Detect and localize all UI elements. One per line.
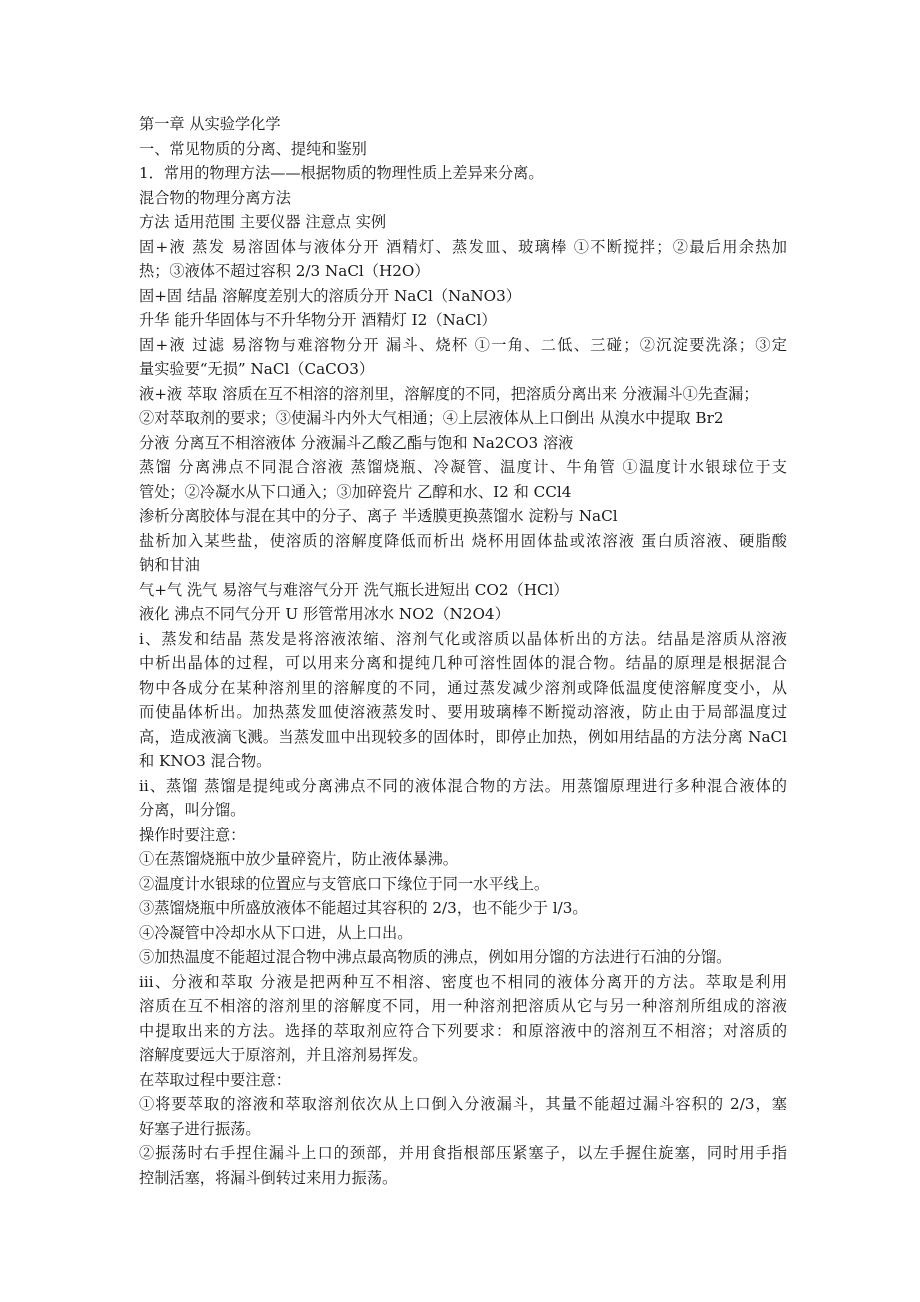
- text-line: 管处；②冷凝水从下口通入；③加碎瓷片 乙醇和水、I2 和 CCl4: [139, 482, 572, 501]
- text-line: 量实验要“无损” NaCl（CaCO3）: [139, 360, 375, 378]
- text-line: 溶解度要远大于原溶剂，并且溶剂易挥发。: [139, 1046, 428, 1064]
- text-line: 1．常用的物理方法——根据物质的物理性质上差异来分离。: [139, 164, 544, 182]
- text-line: ii、蒸馏 蒸馏是提纯或分离沸点不同的液体混合物的方法。用蒸馏原理进行多种混合液体的: [139, 776, 787, 795]
- text-line: 热；③液体不超过容积 2/3 NaCl（H2O）: [139, 262, 430, 280]
- list-item: ①在蒸馏烧瓶中放少量碎瓷片，防止液体暴沸。: [139, 850, 458, 868]
- text-line: 气+气 洗气 易溶气与难溶气分开 洗气瓶长进短出 CO2（HCl）: [139, 580, 569, 599]
- text-line: 渗析分离胶体与混在其中的分子、离子 半透膜更换蒸馏水 淀粉与 NaCl: [139, 507, 618, 525]
- chapter-title: 第一章 从实验学化学: [139, 115, 281, 133]
- text-line: 溶质在互不相溶的溶剂里的溶解度不同，用一种溶剂把溶质从它与另一种溶剂所组成的溶液: [139, 997, 787, 1015]
- text-line: 固+固 结晶 溶解度差别大的溶质分开 NaCl（NaNO3）: [139, 286, 521, 305]
- text-line: 操作时要注意：: [139, 825, 246, 844]
- text-line: 和 KNO3 混合物。: [139, 752, 272, 770]
- text-line: i、蒸发和结晶 蒸发是将溶液浓缩、溶剂气化或溶质以晶体析出的方法。结晶是溶质从溶液: [139, 629, 787, 648]
- table-header-line: 方法 适用范围 主要仪器 注意点 实例: [139, 213, 387, 231]
- text-line: ②对萃取剂的要求；③使漏斗内外大气相通；④上层液体从上口倒出 从溴水中提取 Br2: [139, 409, 724, 427]
- list-item: ②温度计水银球的位置应与支管底口下缘位于同一水平线上。: [139, 874, 550, 893]
- text-line: 固+液 蒸发 易溶固体与液体分开 酒精灯、蒸发皿、玻璃棒 ①不断搅拌；②最后用余热加: [139, 237, 787, 256]
- list-item: ⑤加热温度不能超过混合物中沸点最高物质的沸点，例如用分馏的方法进行石油的分馏。: [139, 948, 732, 966]
- text-line: 好塞子进行振荡。: [139, 1119, 261, 1138]
- text-line: 升华 能升华固体与不升华物分开 酒精灯 I2（NaCl）: [139, 311, 497, 329]
- text-line: 分离，叫分馏。: [139, 801, 246, 819]
- text-line: 物中各成分在某种溶剂里的溶解度的不同，通过蒸发减少溶剂或降低温度使溶解度变小，从: [139, 678, 787, 697]
- text-line: 在萃取过程中要注意：: [139, 1070, 291, 1089]
- text-line: 液+液 萃取 溶质在互不相溶的溶剂里，溶解度的不同，把溶质分离出来 分液漏斗①先查漏；: [139, 384, 759, 403]
- text-line: 盐析加入某些盐，使溶质的溶解度降低而析出 烧杯用固体盐或浓溶液 蛋白质溶液、硬脂酸: [139, 531, 787, 550]
- list-item: ①将要萃取的溶液和萃取溶剂依次从上口倒入分液漏斗，其量不能超过漏斗容积的 2/3，塞: [139, 1095, 787, 1113]
- list-item: ④冷凝管中冷却水从下口进，从上口出。: [139, 923, 413, 942]
- text-line: 蒸馏 分离沸点不同混合溶液 蒸馏烧瓶、冷凝管、温度计、牛角管 ①温度计水银球位于支: [139, 458, 787, 476]
- list-item: ②振荡时右手捏住漏斗上口的颈部，并用食指根部压紧塞子，以左手握住旋塞，同时用手指: [139, 1144, 787, 1162]
- section-heading: 一、常见物质的分离、提纯和鉴别: [139, 139, 367, 158]
- text-line: 高，造成液滴飞溅。当蒸发皿中出现较多的固体时，即停止加热，例如用结晶的方法分离 NaCl: [139, 727, 787, 746]
- document-body: [139, 112, 787, 1190]
- text-line: 中提取出来的方法。选择的萃取剂应符合下列要求：和原溶液中的溶剂互不相溶；对溶质的: [139, 1021, 787, 1040]
- text-line: 液化 沸点不同气分开 U 形管常用冰水 NO2（N2O4）: [139, 605, 510, 623]
- text-line: iii、分液和萃取 分液是把两种互不相溶、密度也不相同的液体分离开的方法。萃取是利用: [139, 972, 787, 991]
- text-line: 中析出晶体的过程，可以用来分离和提纯几种可溶性固体的混合物。结晶的原理是根据混合: [139, 654, 787, 672]
- text-line: 钠和甘油: [139, 556, 200, 574]
- text-line: 而使晶体析出。加热蒸发皿使溶液蒸发时、要用玻璃棒不断搅动溶液，防止由于局部温度过: [139, 703, 787, 721]
- text-line: 固+液 过滤 易溶物与难溶物分开 漏斗、烧杯 ①一角、二低、三碰；②沉淀要洗涤；③定: [139, 335, 787, 354]
- text-line: 混合物的物理分离方法: [139, 188, 291, 207]
- list-item: ③蒸馏烧瓶中所盛放液体不能超过其容积的 2/3，也不能少于 l/3。: [139, 899, 588, 917]
- text-line: 控制活塞，将漏斗倒转过来用力振荡。: [139, 1168, 398, 1187]
- text-line: 分液 分离互不相溶液体 分液漏斗乙酸乙酯与饱和 Na2CO3 溶液: [139, 433, 574, 452]
